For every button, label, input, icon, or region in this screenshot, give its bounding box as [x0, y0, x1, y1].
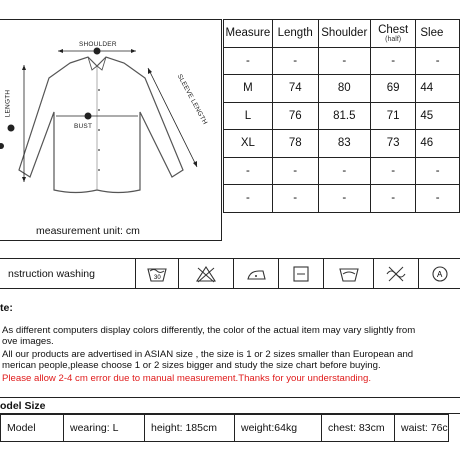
- table-cell: -: [318, 47, 370, 75]
- table-cell: L: [224, 102, 273, 130]
- table-cell: -: [272, 47, 318, 75]
- table-cell: -: [272, 185, 318, 213]
- table-cell: -: [224, 185, 273, 213]
- model-size-bar: [0, 397, 460, 414]
- table-cell: 46: [416, 130, 460, 158]
- shirt-diagram: [0, 30, 220, 220]
- svg-text:A: A: [436, 269, 442, 279]
- hand-wash-icon: [135, 258, 178, 289]
- no-bleach-icon: [178, 258, 233, 289]
- iron-icon: [233, 258, 278, 289]
- table-cell: 83: [318, 130, 370, 158]
- note-line: As different computers display colors differently, the color of the actual item may vary slightly from: [2, 325, 416, 336]
- shoulder-label: SHOULDER: [79, 41, 117, 48]
- table-cell: M: [224, 75, 273, 103]
- table-cell: 71: [370, 102, 415, 130]
- bust-label: BUST: [74, 123, 93, 130]
- note-title: te:: [0, 302, 13, 314]
- table-row: [224, 157, 460, 185]
- length-label: LENGTH: [4, 89, 12, 118]
- model-cell: chest: 83cm: [322, 415, 395, 442]
- table-cell: -: [272, 157, 318, 185]
- size-table: [223, 19, 460, 213]
- table-cell: 45: [416, 102, 460, 130]
- model-cell: waist: 76c: [395, 415, 449, 442]
- header-cell: Slee: [416, 20, 460, 48]
- model-size-title: odel Size: [0, 400, 46, 412]
- washing-label: nstruction washing: [8, 268, 95, 280]
- sleeve-length-label: SLEEVE LENGTH: [175, 73, 209, 126]
- size-table-header: [224, 20, 460, 48]
- header-cell: Length: [272, 20, 318, 48]
- tumble-dry-icon: [323, 258, 373, 289]
- table-cell: 44: [416, 75, 460, 103]
- table-cell: 81.5: [318, 102, 370, 130]
- table-row: [224, 130, 460, 158]
- header-cell: Chest (half): [370, 20, 415, 48]
- table-cell: 69: [370, 75, 415, 103]
- table-row: [224, 75, 460, 103]
- warning-line: Please allow 2-4 cm error due to manual measurement.Thanks for your understanding.: [2, 373, 372, 384]
- model-cell: height: 185cm: [145, 415, 235, 442]
- no-wring-icon: [373, 258, 418, 289]
- table-cell: -: [224, 47, 273, 75]
- table-cell: -: [224, 157, 273, 185]
- table-cell: -: [370, 185, 415, 213]
- model-cell: weight:64kg: [235, 415, 322, 442]
- table-row: [224, 185, 460, 213]
- table-cell: -: [318, 185, 370, 213]
- table-cell: 76: [272, 102, 318, 130]
- model-table: [0, 414, 449, 442]
- table-cell: -: [370, 47, 415, 75]
- dry-clean-icon: [278, 258, 323, 289]
- table-cell: -: [416, 47, 460, 75]
- note-line: merican people,please choose 1 or 2 sizes bigger and study the size chart before buying.: [2, 360, 381, 371]
- measurement-unit: measurement unit: cm: [36, 225, 140, 237]
- model-cell: wearing: L: [64, 415, 145, 442]
- table-cell: 74: [272, 75, 318, 103]
- table-row: [224, 47, 460, 75]
- table-cell: XL: [224, 130, 273, 158]
- table-cell: -: [416, 157, 460, 185]
- table-row: [224, 102, 460, 130]
- table-cell: -: [370, 157, 415, 185]
- table-row: [1, 415, 449, 442]
- table-cell: 80: [318, 75, 370, 103]
- note-line: All our products are advertised in ASIAN size , the size is 1 or 2 sizes smaller than European and: [2, 349, 414, 360]
- model-cell: Model: [1, 415, 64, 442]
- svg-text:30: 30: [154, 274, 161, 281]
- header-cell: Measure: [224, 20, 273, 48]
- note-line: ove images.: [2, 336, 54, 347]
- no-dryclean-icon: [418, 258, 460, 289]
- table-cell: -: [416, 185, 460, 213]
- table-cell: 73: [370, 130, 415, 158]
- table-cell: -: [318, 157, 370, 185]
- table-cell: 78: [272, 130, 318, 158]
- header-cell: Shoulder: [318, 20, 370, 48]
